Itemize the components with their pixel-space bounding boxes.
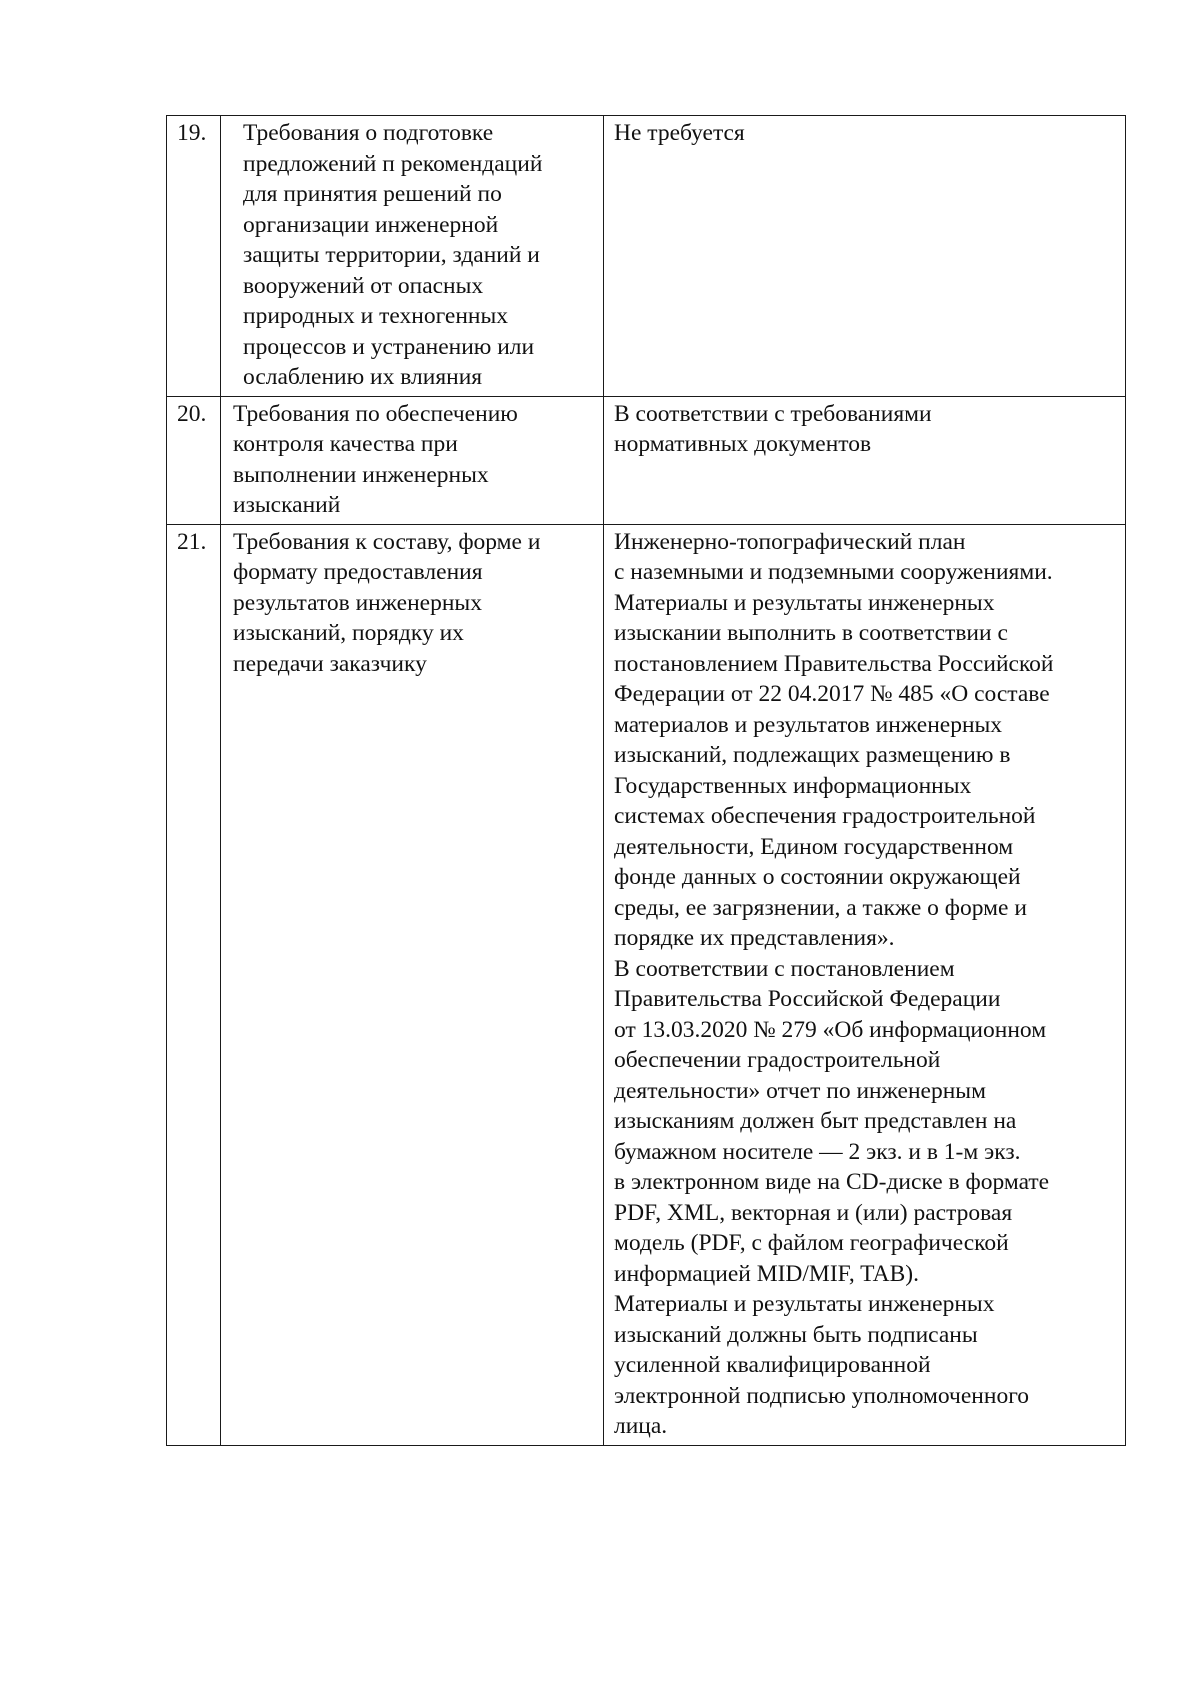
value-cell: [604, 524, 1126, 1445]
requirement-cell: [221, 116, 604, 397]
cell-text-line: Требования по обеспечению: [233, 400, 518, 427]
table-row: [167, 524, 1126, 1445]
cell-text-line: электронной подписью уполномоченного: [614, 1382, 1030, 1409]
cell-text-line: результатов инженерных: [233, 589, 482, 616]
cell-text-line: изысканиям должен быт представлен на: [614, 1108, 1017, 1134]
cell-text-line: Требования к составу, форме и: [233, 528, 541, 555]
cell-text-line: от 13.03.2020 № 279 «Об информационном: [614, 1016, 1047, 1043]
cell-text-line: лица.: [614, 1413, 668, 1439]
requirement-cell: [221, 396, 604, 524]
cell-text-line: постановлением Правительства Российской: [614, 650, 1054, 677]
cell-text-line: модель (PDF, с файлом географической: [614, 1230, 1009, 1256]
cell-text-line: Материалы и результаты инженерных: [614, 1291, 995, 1317]
row-number-text: 21.: [177, 528, 207, 555]
value-cell: [604, 396, 1126, 524]
cell-text-line: для принятия решений по: [243, 181, 502, 207]
cell-text-line: порядке их представления».: [614, 925, 895, 951]
cell-text-line: изысканий: [233, 492, 341, 518]
cell-text-line: Не требуется: [614, 120, 745, 146]
cell-text-line: природных и техногенных: [243, 303, 509, 329]
cell-text-line: передачи заказчику: [233, 650, 427, 677]
cell-text-line: В соответствии с требованиями: [614, 400, 932, 427]
cell-text-line: Материалы и результаты инженерных: [614, 589, 995, 616]
cell-text-line: изысканий должны быть подписаны: [614, 1321, 978, 1348]
table-row: [167, 396, 1126, 524]
cell-text-line: Инженерно-топографический план: [614, 528, 966, 555]
cell-text-line: усиленной квалифицированной: [614, 1352, 931, 1378]
cell-text-line: контроля качества при: [233, 431, 458, 457]
cell-text-line: обеспечении градостроительной: [614, 1047, 941, 1073]
cell-text-line: изысканий, порядку их: [233, 620, 464, 646]
row-number: [167, 524, 221, 1445]
cell-text-line: ослаблению их влияния: [243, 364, 483, 390]
value-cell: [604, 116, 1126, 397]
cell-text-line: бумажном носителе — 2 экз. и в 1-м экз.: [614, 1138, 1021, 1165]
cell-text-line: в электронном виде на CD-диске в формате: [614, 1169, 1050, 1195]
cell-text-line: материалов и результатов инженерных: [614, 711, 1003, 738]
cell-text-line: защиты территории, зданий и: [243, 242, 540, 268]
cell-text-line: среды, ее загрязнении, а также о форме и: [614, 894, 1027, 921]
cell-text-line: вооружений от опасных: [243, 272, 484, 299]
cell-text-line: организации инженерной: [243, 211, 499, 238]
table-row: [167, 116, 1126, 397]
cell-text-line: информацией MID/MIF, TAB).: [614, 1260, 919, 1287]
cell-text-line: формату предоставления: [233, 559, 483, 585]
cell-text-line: Федерации от 22 04.2017 № 485 «О составе: [614, 681, 1050, 707]
cell-text-line: Государственных информационных: [614, 772, 972, 799]
cell-text-line: предложений п рекомендаций: [243, 150, 543, 177]
row-number: [167, 116, 221, 397]
requirement-cell: [221, 524, 604, 1445]
cell-text-line: процессов и устранению или: [243, 333, 535, 360]
cell-text-line: В соответствии с постановлением: [614, 955, 955, 982]
cell-text-line: фонде данных о состоянии окружающей: [614, 864, 1021, 890]
requirements-table: [166, 115, 1126, 1446]
row-number-text: 20.: [177, 400, 207, 427]
cell-text-line: с наземными и подземными сооружениями.: [614, 559, 1053, 585]
cell-text-line: изыскании выполнить в соответствии с: [614, 620, 1008, 646]
cell-text-line: деятельности» отчет по инженерным: [614, 1077, 986, 1104]
cell-text-line: деятельности, Едином государственном: [614, 833, 1014, 860]
cell-text-line: системах обеспечения градостроительной: [614, 803, 1036, 829]
cell-text-line: Требования о подготовке: [243, 120, 494, 146]
row-number: [167, 396, 221, 524]
cell-text-line: выполнении инженерных: [233, 461, 489, 488]
cell-text-line: изысканий, подлежащих размещению в: [614, 742, 1011, 768]
cell-text-line: PDF, XML, векторная и (или) растровая: [614, 1199, 1013, 1226]
row-number-text: 19.: [177, 120, 207, 146]
cell-text-line: нормативных документов: [614, 431, 872, 457]
cell-text-line: Правительства Российской Федерации: [614, 986, 1001, 1012]
